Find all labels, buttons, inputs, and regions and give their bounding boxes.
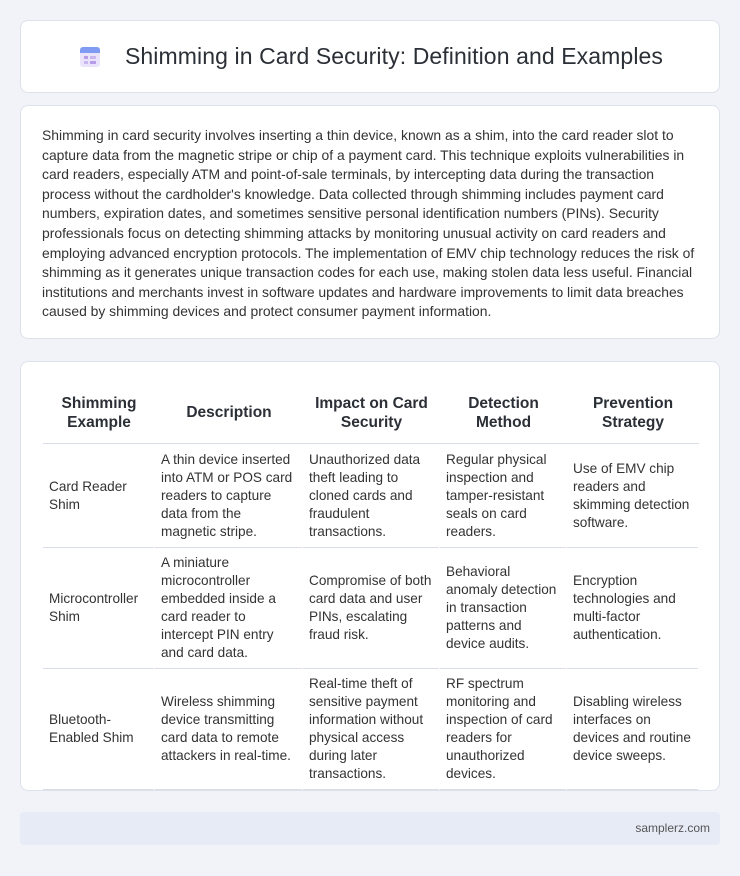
table-row [43, 444, 699, 548]
header-prevention: Prevention Strategy [567, 382, 699, 444]
cell-prevention: Encryption technologies and multi-factor authentication. [567, 548, 699, 669]
cell-detection: Behavioral anomaly detection in transaction patterns and device audits. [440, 548, 567, 669]
cell-description: A thin device inserted into ATM or POS card readers to capture data from the magnetic stripe. [155, 444, 303, 548]
table-header-row [43, 382, 699, 444]
table-card [20, 361, 720, 791]
cell-example: Microcontroller Shim [43, 548, 155, 669]
header [21, 21, 719, 92]
intro-paragraph: Shimming in card security involves inserting a thin device, known as a shim, into the card reader slot to capture data from the magnetic stripe or chip of a payment card. This technique exploits vulnerabilities in card readers, especially ATM and point-of-sale terminals, by intercepting data during the transaction process without the cardholder's knowledge. Data collected through shimming includes payment card numbers, expiration dates, and sometimes sensitive personal identification numbers (PINs). Security professionals focus on detecting shimming attacks by monitoring unusual activity on card readers and employing advanced encryption protocols. The implementation of EMV chip technology reduces the risk of shimming as it generates unique transaction codes for each use, making stolen data less useful. Financial institutions and merchants invest in software updates and hardware improvements to limit data breaches caused by shimming devices and protect consumer payment information. [42, 127, 695, 320]
header-detection: Detection Method [440, 382, 567, 444]
cell-example: Bluetooth-Enabled Shim [43, 669, 155, 790]
cell-prevention: Disabling wireless interfaces on devices and routine device sweeps. [567, 669, 699, 790]
footer-site-link[interactable]: samplerz.com [635, 821, 710, 835]
cell-impact: Unauthorized data theft leading to cloned cards and fraudulent transactions. [303, 444, 440, 548]
cell-description: A miniature microcontroller embedded inside a card reader to intercept PIN entry and card data. [155, 548, 303, 669]
table-row [43, 669, 699, 790]
document-icon [77, 44, 103, 70]
intro-card [20, 105, 720, 339]
cell-prevention: Use of EMV chip readers and skimming detection software. [567, 444, 699, 548]
cell-detection: Regular physical inspection and tamper-resistant seals on card readers. [440, 444, 567, 548]
cell-detection: RF spectrum monitoring and inspection of card readers for unauthorized devices. [440, 669, 567, 790]
header-shimming-example: Shimming Example [43, 382, 155, 444]
footer [20, 812, 720, 845]
header-card [20, 20, 720, 93]
header-impact: Impact on Card Security [303, 382, 440, 444]
cell-example: Card Reader Shim [43, 444, 155, 548]
cell-impact: Compromise of both card data and user PINs, escalating fraud risk. [303, 548, 440, 669]
header-description: Description [155, 382, 303, 444]
shimming-table [43, 382, 699, 790]
cell-impact: Real-time theft of sensitive payment information without physical access during later transactions. [303, 669, 440, 790]
table-row [43, 548, 699, 669]
page-title: Shimming in Card Security: Definition and Examples [124, 43, 664, 69]
cell-description: Wireless shimming device transmitting card data to remote attackers in real-time. [155, 669, 303, 790]
